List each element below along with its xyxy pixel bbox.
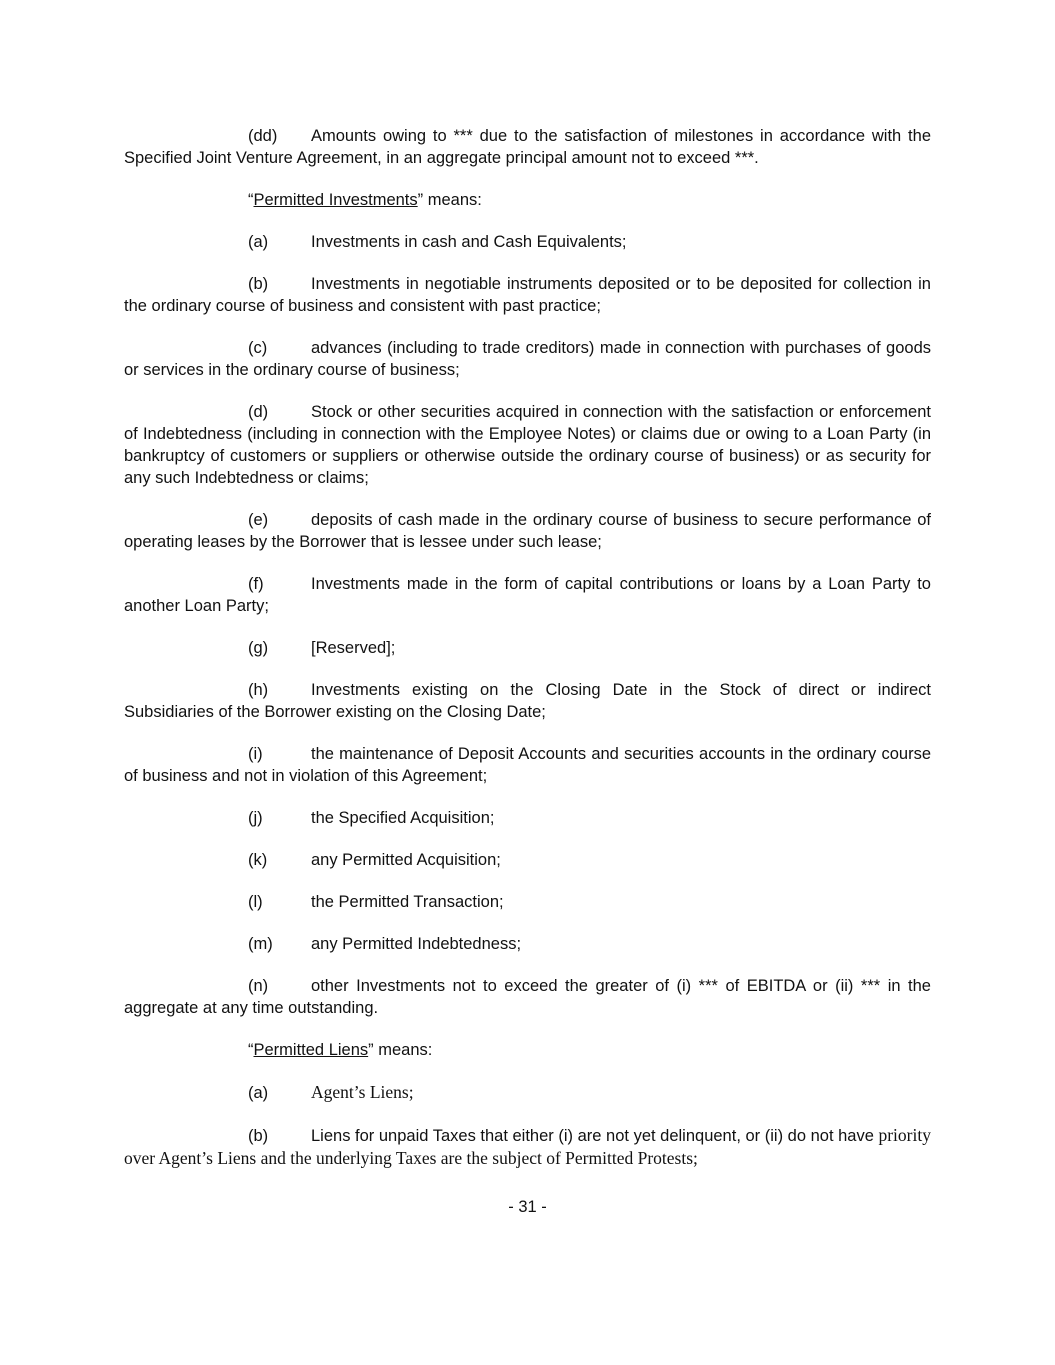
item-text-continuation: priority over Agent’s Liens and the underlying Taxes are the subject of Permitted Protests; [124,1125,931,1168]
item-label: (a) [248,233,269,251]
item-text: the Specified Acquisition; [311,809,495,827]
item-label: (c) [248,339,268,357]
lien-item-b [124,1124,931,1170]
item-text: Investments in negotiable instruments deposited or to be deposited for collection in the ordinary course of business and consistent with past practice; [124,275,931,315]
item-label: (j) [248,809,263,827]
item-text: [Reserved]; [311,639,396,657]
item-label: (h) [248,681,269,699]
item-text: Amounts owing to *** due to the satisfaction of milestones in accordance with the Specified Joint Venture Agreement, in an aggregate principal amount not to exceed ***. [124,127,931,167]
item-text: Liens for unpaid Taxes that either (i) are not yet delinquent, or (ii) do not have [311,1127,874,1145]
open-quote: “ [248,191,254,209]
item-label: (f) [248,575,264,593]
item-label: (n) [248,977,269,995]
item-text: Investments in cash and Cash Equivalents; [311,233,627,251]
item-text: any Permitted Indebtedness; [311,935,522,953]
item-text: any Permitted Acquisition; [311,851,501,869]
item-label: (b) [248,275,269,293]
item-label: (k) [248,851,268,869]
document-page [124,125,931,1190]
investment-item-a [124,231,931,253]
item-text: Investments made in the form of capital contributions or loans by a Loan Party to another Loan Party; [124,575,931,615]
investment-item-d [124,401,931,489]
definition-permitted-liens [124,1039,931,1061]
investment-item-g [124,637,931,659]
item-text: advances (including to trade creditors) made in connection with purchases of goods or services in the ordinary course of business; [124,339,931,379]
investment-item-k [124,849,931,871]
investment-item-m [124,933,931,955]
item-text: other Investments not to exceed the greater of (i) *** of EBITDA or (ii) *** in the aggregate at any time outstanding. [124,977,931,1017]
lien-item-a [124,1081,931,1104]
definition-permitted-investments [124,189,931,211]
page-number: - 31 - [508,1198,547,1216]
item-label: (d) [248,403,269,421]
investment-item-l [124,891,931,913]
item-label: (m) [248,935,273,953]
item-text: the Permitted Transaction; [311,893,504,911]
definition-suffix: ” means: [417,191,482,209]
item-label: (a) [248,1084,269,1102]
investment-item-b [124,273,931,317]
item-text: Agent’s Liens; [311,1082,414,1102]
defined-term: Permitted Investments [253,191,418,209]
investment-item-j [124,807,931,829]
investment-item-n [124,975,931,1019]
paragraph-dd [124,125,931,169]
item-text: Stock or other securities acquired in connection with the satisfaction or enforcement of Indebtedness (including in connection with the Employee Notes) or claims due or owing to a Loan Party (in bankruptcy of customers or suppliers or otherwise outside the ordinary course of business) or as security for any such Indebtedness or claims; [124,403,931,487]
definition-suffix: ” means: [368,1041,433,1059]
item-label: (dd) [248,127,278,145]
investment-item-i [124,743,931,787]
investment-item-e [124,509,931,553]
investment-item-c [124,337,931,381]
investment-item-h [124,679,931,723]
defined-term: Permitted Liens [253,1041,369,1059]
investment-item-f [124,573,931,617]
open-quote: “ [248,1041,254,1059]
item-label: (i) [248,745,263,763]
item-text: the maintenance of Deposit Accounts and securities accounts in the ordinary course of business and not in violation of this Agreement; [124,745,931,785]
item-text: Investments existing on the Closing Date in the Stock of direct or indirect Subsidiaries of the Borrower existing on the Closing Date; [124,681,931,721]
item-label: (b) [248,1127,269,1145]
item-label: (g) [248,639,269,657]
item-label: (l) [248,893,263,911]
item-text: deposits of cash made in the ordinary course of business to secure performance of operating leases by the Borrower that is lessee under such lease; [124,511,931,551]
item-label: (e) [248,511,269,529]
